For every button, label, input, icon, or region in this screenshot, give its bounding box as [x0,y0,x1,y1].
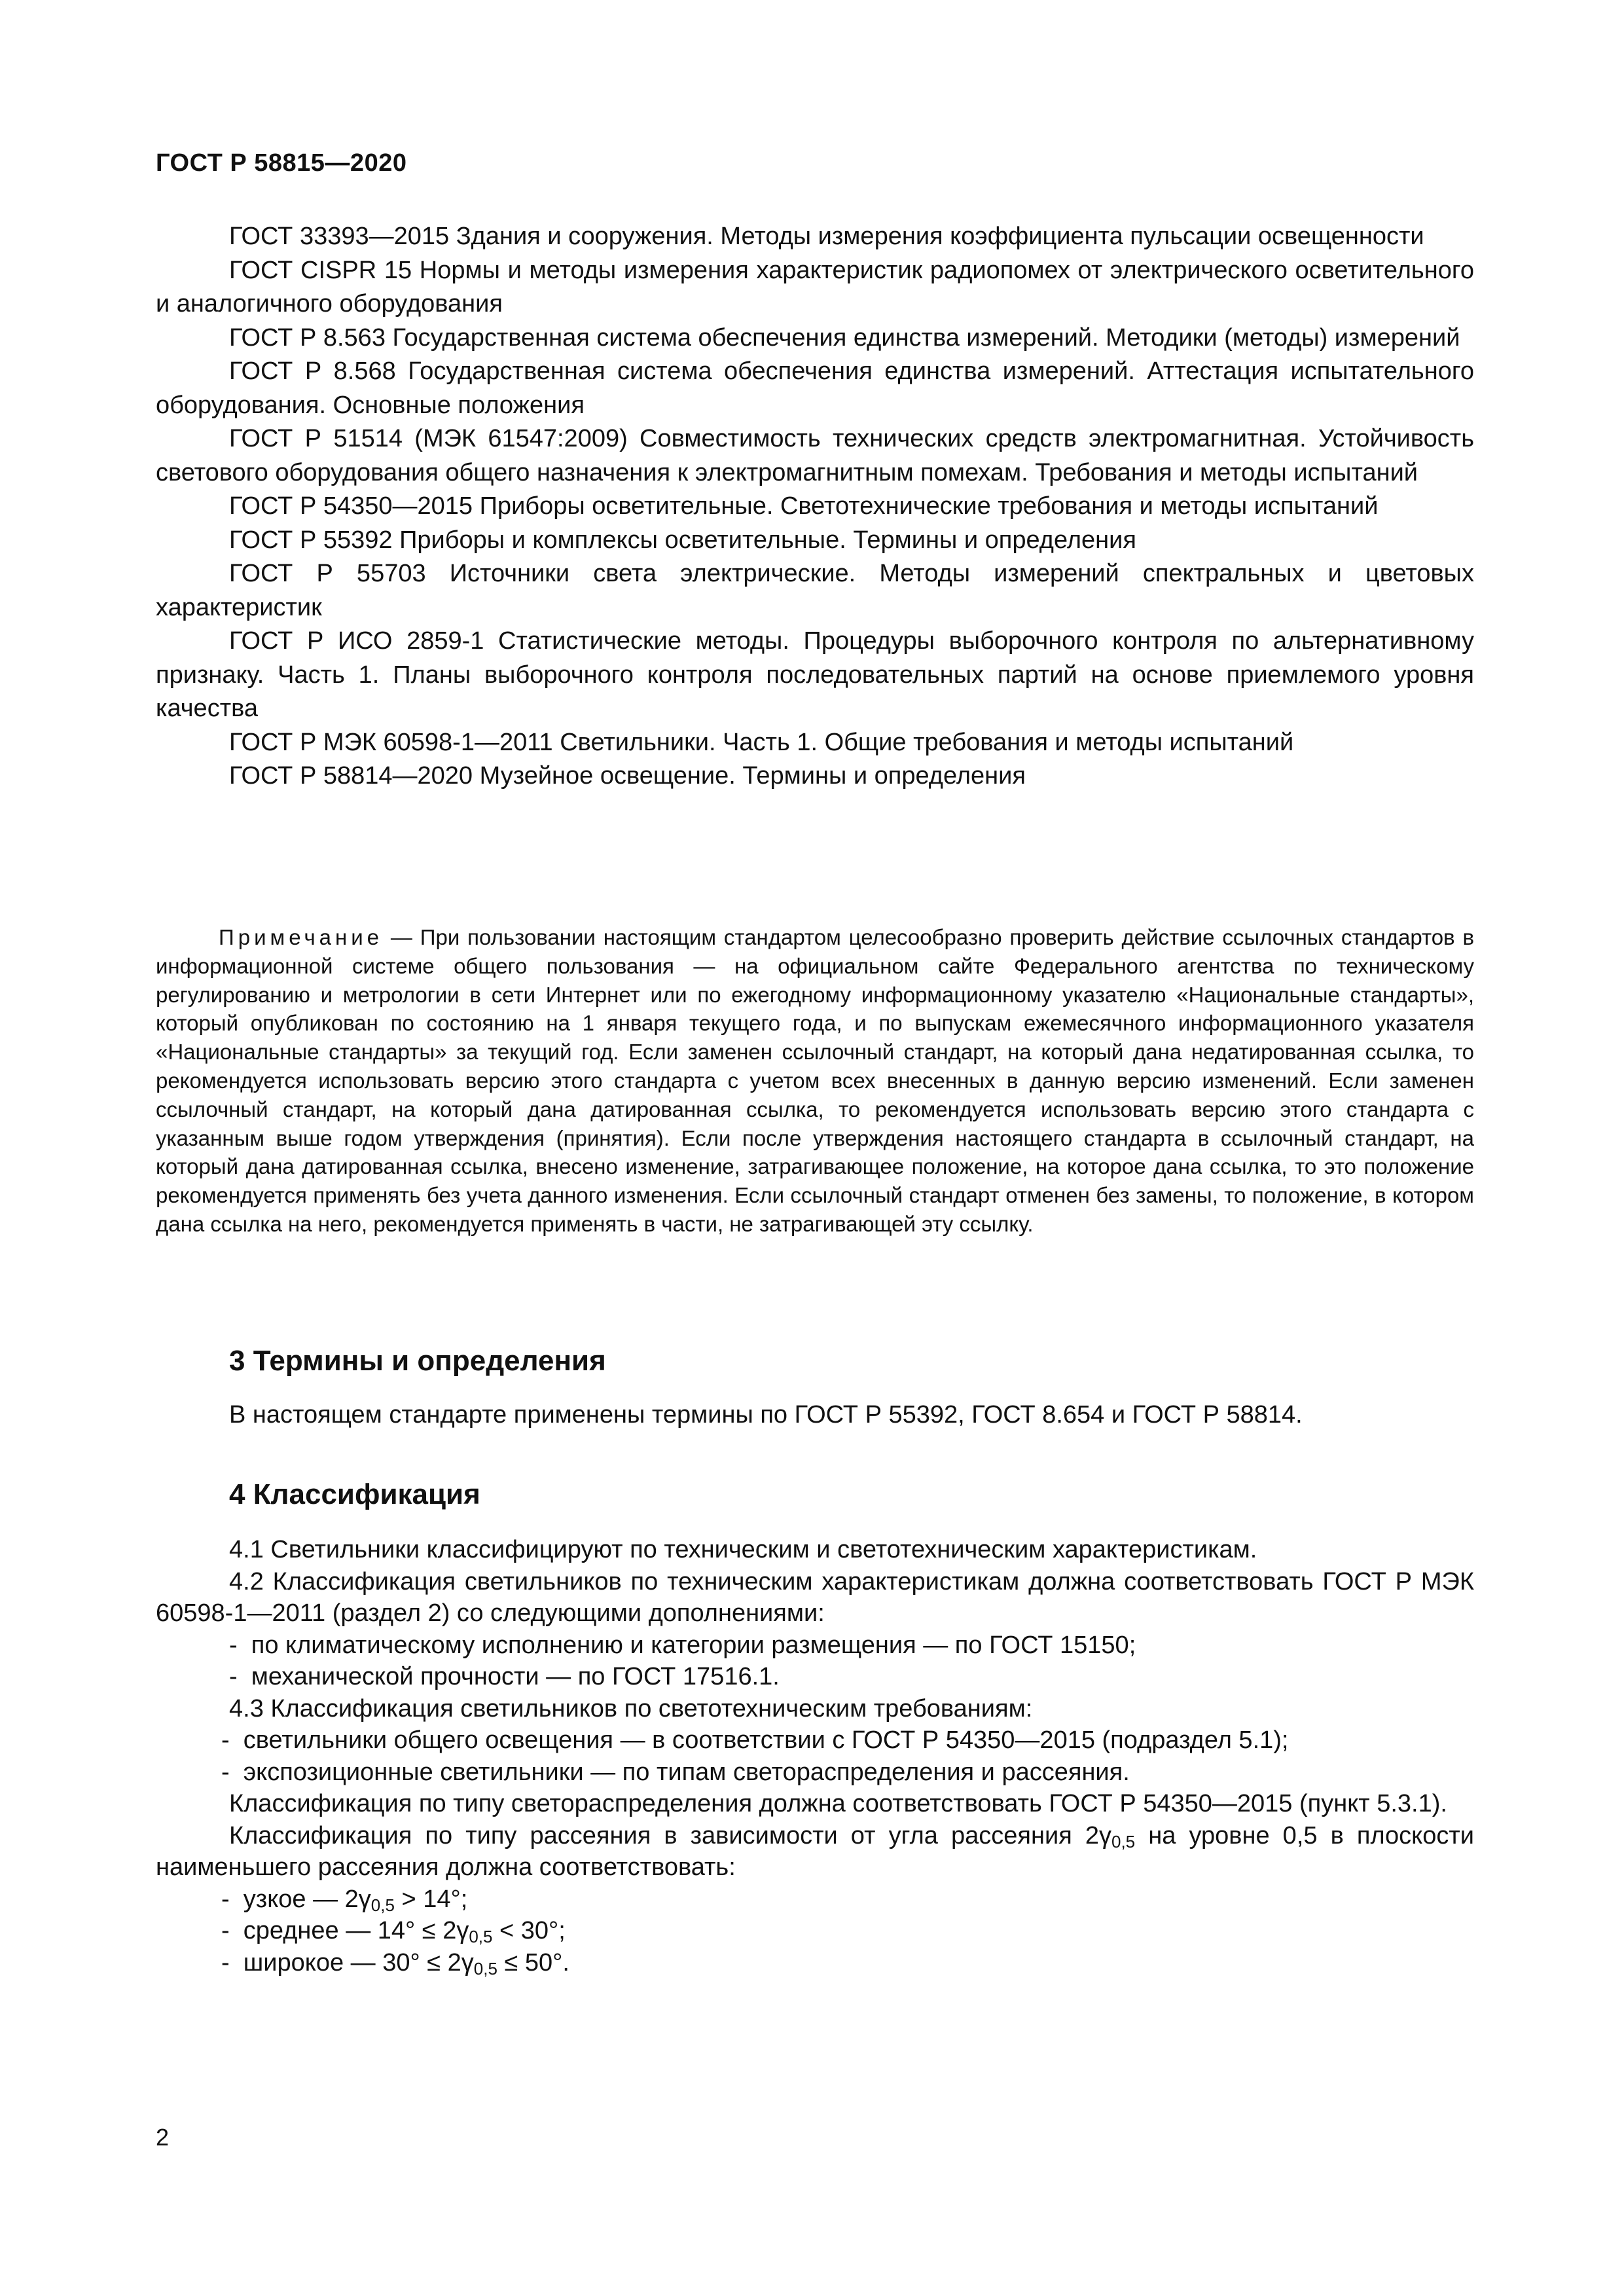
reference-item: ГОСТ Р 8.563 Государственная система обеспечения единства измерений. Методики (методы) измерений [229,323,1460,352]
scattering-paragraph: Классификация по типу рассеяния в зависимости от угла рассеяния $2\gamma_{0,5}$ на уровне 0,5 в плоскости наименьшего рассеяния должна соответствовать: [156,1821,1474,1881]
angle-item-wide: - широкое — $30^\circ \le 2\gamma_{0,5} \le 50^\circ$. [221,1948,569,1978]
list-item: - экспозиционные светильники — по типам светораспределения и рассеяния. [221,1758,1130,1786]
section-3-heading: 3 Термины и определения [229,1345,606,1377]
reference-item: ГОСТ CISPR 15 Нормы и методы измерения характеристик радиопомех от электрического осветительного и аналогичного оборудования [156,256,1474,318]
clause-4-2: 4.2 Классификация светильников по техническим характеристикам должна соответствовать ГОСТ Р МЭК 60598-1—2011 (раздел 2) со следующими дополнениями: [156,1567,1474,1627]
clause-4-3: 4.3 Классификация светильников по светотехническим требованиям: [229,1694,1033,1722]
angle-item-medium: - среднее — $14^\circ \le 2\gamma_{0,5} < 30^\circ$; [221,1917,566,1946]
list-item: - светильники общего освещения — в соответствии с ГОСТ Р 54350—2015 (подраздел 5.1); [221,1726,1289,1754]
note-text: — При пользовании настоящим стандартом целесообразно проверить действие ссылочных стандартов в информационной системе общего пользования — на официальном сайте Федерального агентства по техническому регулированию и метрологии в сети Интернет или по ежегодному информационному указателю «Национальные стандарты», который опубликован по состоянию на 1 января текущего года, и по выпускам ежемесячного информационного указателя «Национальные стандарты» за текущий год. Если заменен ссылочный стандарт, на который дана недатированная ссылка, то рекомендуется использовать версию этого стандарта с учетом всех внесенных в данную версию изменений. Если заменен ссылочный стандарт, на который дана датированная ссылка, то рекомендуется использовать версию этого стандарта с указанным выше годом утверждения (принятия). Если после утверждения настоящего стандарта в ссылочный стандарт, на который дана датированная ссылка, внесено изменение, затрагивающее положение, на которое дана ссылка, то это положение рекомендуется применять без учета данного изменения. Если ссылочный стандарт отменен без замены, то положение, в котором дана ссылка на него, рекомендуется применять в части, не затрагивающей эту ссылку. [156,925,1474,1236]
reference-item: ГОСТ Р 55392 Приборы и комплексы осветительные. Термины и определения [229,526,1136,554]
reference-item: ГОСТ Р 51514 (МЭК 61547:2009) Совместимость технических средств электромагнитная. Устойчивость светового оборудования общего назначения к электромагнитным помехам. Требования и методы испытаний [156,425,1474,486]
reference-item: ГОСТ Р ИСО 2859-1 Статистические методы. Процедуры выборочного контроля по альтернативному признаку. Часть 1. Планы выборочного контроля последовательных партий на основе приемлемого уровня качества [156,627,1474,722]
reference-note [156,923,1474,1239]
list-item: - по климатическому исполнению и категории размещения — по ГОСТ 15150; [229,1631,1136,1659]
reference-item: ГОСТ 33393—2015 Здания и сооружения. Методы измерения коэффициента пульсации освещенности [229,223,1424,250]
list-item: - механической прочности — по ГОСТ 17516.1. [229,1663,780,1690]
reference-item: ГОСТ Р 58814—2020 Музейное освещение. Термины и определения [229,762,1026,790]
section-4-heading: 4 Классификация [229,1478,480,1510]
reference-item: ГОСТ Р МЭК 60598-1—2011 Светильники. Часть 1. Общие требования и методы испытаний [229,728,1294,756]
reference-item: ГОСТ Р 55703 Источники света электрические. Методы измерений спектральных и цветовых характеристик [156,560,1474,621]
page-header-doc-id: ГОСТ Р 58815—2020 [156,149,407,177]
note-label: Примечание [219,925,384,949]
light-distribution-paragraph: Классификация по типу светораспределения должна соответствовать ГОСТ Р 54350—2015 (пункт 5.3.1). [229,1790,1447,1817]
angle-item-narrow: - узкое — $2\gamma_{0,5} > 14^\circ$; [221,1885,468,1915]
section-3-text: В настоящем стандарте применены термины по ГОСТ Р 55392, ГОСТ 8.654 и ГОСТ Р 58814. [229,1401,1303,1429]
normative-references-list [156,220,1474,793]
section-4-body [156,1534,1474,1978]
page-number: 2 [156,2124,170,2151]
clause-4-1: 4.1 Светильники классифицируют по техническим и светотехническим характеристикам. [229,1536,1257,1563]
reference-item: ГОСТ Р 8.568 Государственная система обеспечения единства измерений. Аттестация испытательного оборудования. Основные положения [156,357,1474,419]
reference-item: ГОСТ Р 54350—2015 Приборы осветительные. Светотехнические требования и методы испытаний [229,492,1379,520]
